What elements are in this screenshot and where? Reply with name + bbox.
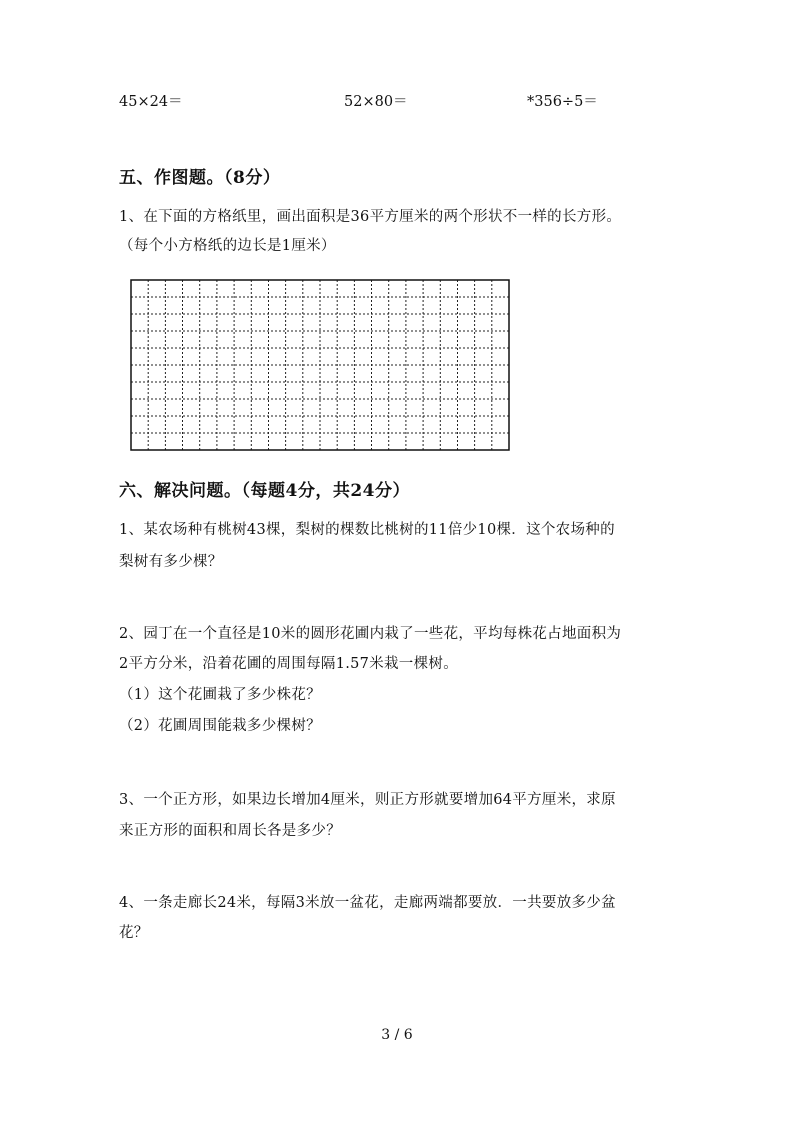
section-6-question-4-line-1: 4、一条走廊长24米，每隔3米放一盆花，走廊两端都要放．一共要放多少盆 [119, 895, 616, 911]
calculation-1: 45×24＝ [119, 94, 183, 110]
square-grid-paper[interactable] [130, 279, 512, 455]
section-6-question-2-sub-2: （2）花圃周围能栽多少棵树？ [119, 718, 321, 734]
section-6-question-3-line-2: 来正方形的面积和周长各是多少？ [119, 823, 341, 839]
section-6-question-2-sub-1: （1）这个花圃栽了多少株花？ [119, 687, 321, 703]
section-6-question-2-line-1: 2、园丁在一个直径是10米的圆形花圃内栽了一些花，平均每株花占地面积为 [119, 626, 622, 642]
section-5-question-1-line-1: 1、在下面的方格纸里，画出面积是36平方厘米的两个形状不一样的长方形。 [119, 209, 622, 225]
calculation-2: 52×80＝ [344, 94, 408, 110]
section-5-question-1-line-2: （每个小方格纸的边长是1厘米） [119, 238, 336, 254]
page-number: 3 / 6 [381, 1027, 413, 1043]
calculation-3: *356÷5＝ [527, 94, 598, 110]
section-6-heading: 六、解决问题。（每题4分，共24分） [119, 481, 410, 501]
section-6-question-2-line-2: 2平方分米，沿着花圃的周围每隔1.57米栽一棵树。 [119, 656, 459, 672]
section-6-question-1-line-2: 梨树有多少棵？ [119, 554, 223, 570]
section-6-question-1-line-1: 1、某农场种有桃树43棵，梨树的棵数比桃树的11倍少10棵．这个农场种的 [119, 522, 615, 538]
section-6-question-4-line-2: 花？ [119, 925, 149, 941]
section-6-question-3-line-1: 3、一个正方形，如果边长增加4厘米，则正方形就要增加64平方厘米，求原 [119, 792, 616, 808]
section-5-heading: 五、作图题。（8分） [119, 168, 281, 188]
